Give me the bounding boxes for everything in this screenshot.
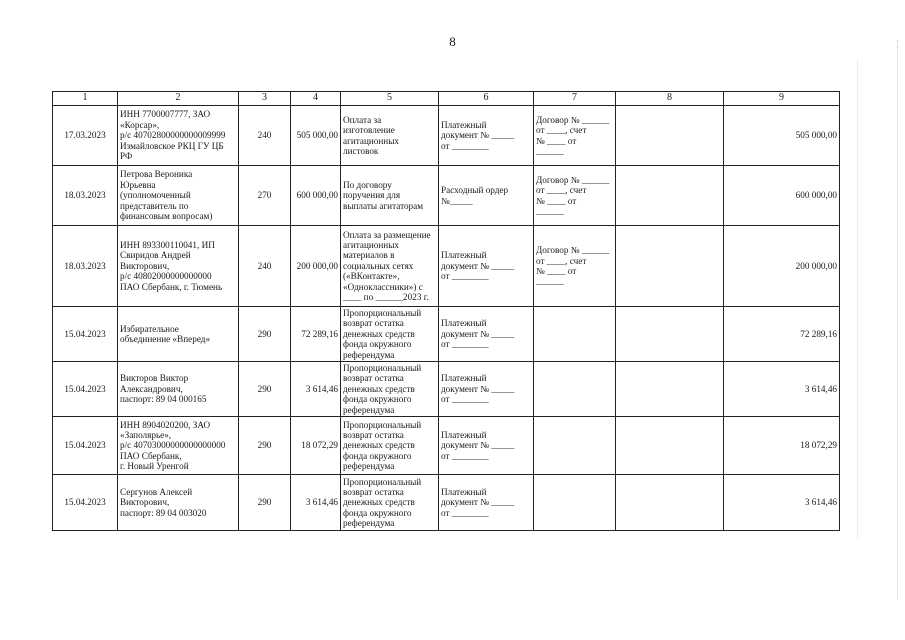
column-header: 7 — [534, 92, 616, 106]
column-header: 9 — [724, 92, 840, 106]
column-header: 1 — [53, 92, 118, 106]
row-contract — [534, 362, 616, 417]
scan-edge-artifact — [897, 40, 899, 600]
row-contract: Договор № ______ от ____, счет № ____ от ______ — [534, 226, 616, 307]
row-contract — [534, 307, 616, 362]
column-header: 4 — [291, 92, 341, 106]
column-header: 6 — [439, 92, 534, 106]
row-amount: 18 072,29 — [291, 417, 341, 475]
row-purpose: По договору поручения для выплаты агитаторам — [341, 166, 439, 226]
page-number: 8 — [449, 34, 456, 49]
row-total: 3 614,46 — [724, 362, 840, 417]
row-payee: Викторов Виктор Александрович, паспорт: 89 04 000165 — [118, 362, 239, 417]
row-date: 17.03.2023 — [53, 106, 118, 166]
row-purpose: Оплата за изготовление агитационных листовок — [341, 106, 439, 166]
row-amount: 3 614,46 — [291, 362, 341, 417]
row-code: 290 — [239, 362, 291, 417]
row-document: Платежный документ № _____ от ________ — [439, 307, 534, 362]
row-purpose: Пропорциональный возврат остатка денежных средств фонда окружного референдума — [341, 307, 439, 362]
row-document: Платежный документ № _____ от ________ — [439, 106, 534, 166]
row-empty-cell — [616, 417, 724, 475]
row-code: 240 — [239, 226, 291, 307]
row-purpose: Пропорциональный возврат остатка денежных средств фонда окружного референдума — [341, 362, 439, 417]
table-row — [53, 362, 840, 417]
column-header: 8 — [616, 92, 724, 106]
row-total: 505 000,00 — [724, 106, 840, 166]
table-row — [53, 106, 840, 166]
row-amount: 200 000,00 — [291, 226, 341, 307]
row-total: 600 000,00 — [724, 166, 840, 226]
table-header-row — [53, 92, 840, 106]
row-payee: ИНН 8904020200, ЗАО «Заполярье», р/с 40703000000000000000 ПАО Сбербанк, г. Новый Уренгой — [118, 417, 239, 475]
row-date: 15.04.2023 — [53, 475, 118, 531]
row-date: 18.03.2023 — [53, 226, 118, 307]
row-date: 15.04.2023 — [53, 417, 118, 475]
row-date: 15.04.2023 — [53, 362, 118, 417]
row-purpose: Оплата за размещение агитационных материалов в социальных сетях («ВКонтакте», «Одноклассники») с ____ по ______2023 г. — [341, 226, 439, 307]
row-purpose: Пропорциональный возврат остатка денежных средств фонда окружного референдума — [341, 417, 439, 475]
scan-edge-artifact — [857, 60, 859, 540]
row-purpose: Пропорциональный возврат остатка денежных средств фонда окружного референдума — [341, 475, 439, 531]
row-document: Платежный документ № _____ от ________ — [439, 362, 534, 417]
table-row — [53, 226, 840, 307]
row-document: Платежный документ № _____ от ________ — [439, 226, 534, 307]
payments-table — [52, 91, 840, 531]
row-contract: Договор № ______ от ____, счет № ____ от ______ — [534, 166, 616, 226]
row-amount: 505 000,00 — [291, 106, 341, 166]
row-code: 270 — [239, 166, 291, 226]
table-row — [53, 475, 840, 531]
row-empty-cell — [616, 106, 724, 166]
row-payee: ИНН 893300110041, ИП Свиридов Андрей Викторович, р/с 40802000000000000 ПАО Сбербанк, г. Тюмень — [118, 226, 239, 307]
row-code: 240 — [239, 106, 291, 166]
row-payee: Петрова Вероника Юрьевна (уполномоченный представитель по финансовым вопросам) — [118, 166, 239, 226]
row-code: 290 — [239, 307, 291, 362]
row-contract: Договор № ______ от ____, счет № ____ от ______ — [534, 106, 616, 166]
table-row — [53, 307, 840, 362]
row-empty-cell — [616, 307, 724, 362]
row-document: Платежный документ № _____ от ________ — [439, 417, 534, 475]
row-total: 200 000,00 — [724, 226, 840, 307]
row-contract — [534, 475, 616, 531]
row-payee: Сергунов Алексей Викторович, паспорт: 89 04 003020 — [118, 475, 239, 531]
row-date: 18.03.2023 — [53, 166, 118, 226]
row-document: Расходный ордер №_____ — [439, 166, 534, 226]
row-document: Платежный документ № _____ от ________ — [439, 475, 534, 531]
row-amount: 3 614,46 — [291, 475, 341, 531]
row-code: 290 — [239, 417, 291, 475]
row-total: 3 614,46 — [724, 475, 840, 531]
row-payee: Избирательное объединение «Вперед» — [118, 307, 239, 362]
row-amount: 600 000,00 — [291, 166, 341, 226]
row-code: 290 — [239, 475, 291, 531]
row-empty-cell — [616, 166, 724, 226]
column-header: 5 — [341, 92, 439, 106]
row-contract — [534, 417, 616, 475]
table-row — [53, 417, 840, 475]
table-row — [53, 166, 840, 226]
row-date: 15.04.2023 — [53, 307, 118, 362]
row-empty-cell — [616, 362, 724, 417]
row-empty-cell — [616, 475, 724, 531]
column-header: 3 — [239, 92, 291, 106]
column-header: 2 — [118, 92, 239, 106]
row-total: 72 289,16 — [724, 307, 840, 362]
row-payee: ИНН 7700007777, ЗАО «Корсар», р/с 40702800000000009999 Измайловское РКЦ ГУ ЦБ РФ — [118, 106, 239, 166]
row-amount: 72 289,16 — [291, 307, 341, 362]
row-empty-cell — [616, 226, 724, 307]
row-total: 18 072,29 — [724, 417, 840, 475]
